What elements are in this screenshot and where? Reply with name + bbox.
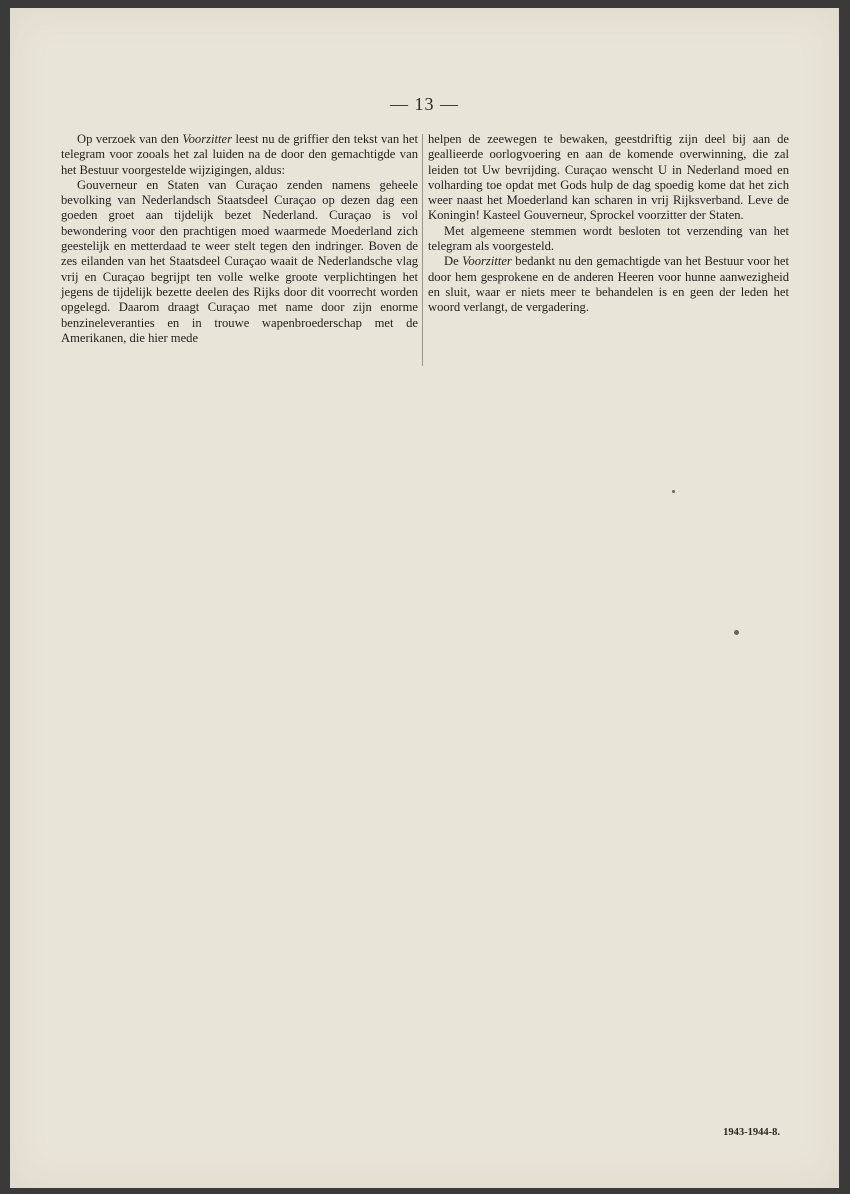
left-column [61,132,418,346]
paper-speck [734,630,739,635]
paragraph-decision: Met algemeene stemmen wordt besloten tot verzending van het telegram als voorgesteld. [428,223,789,254]
telegram-text-part2: helpen de zeewegen te bewaken, geestdriftig zijn deel bij aan de geallieerde oorlogvoering en aan de komende overwinning, die zal leiden tot Uw bevrijding. Curaçao wenscht U in Nederland moed en volharding toe opdat met Gods hulp de dag spoedig kome dat het zich weer naast het Moederland kan scharen in vrij Rijksverband. Leve de Koningin! Kasteel Gouverneur, Sprockel voorzitter der Staten. [428,132,789,223]
paragraph-intro-text-end: leest nu de griffier den tekst van het telegram voor zooals het zal luiden na de door den gemachtigde van het Bestuur voorgestelde wijzigingen, aldus: [61,132,418,177]
column-divider [422,134,423,366]
paragraph-closing-text-end: bedankt nu den gemachtigde van het Bestuur voor het door hem gesprokene en de anderen Heeren voor hunne aanwezigheid en sluit, waar er niets meer te behandelen is en geen der leden het woord verlangt, de vergadering. [428,254,789,315]
footer-code: 1943-1944-8. [723,1127,780,1138]
voorzitter-italic: Voorzitter [182,132,233,146]
page-number: — 13 — [390,94,459,114]
telegram-text-part1: Gouverneur en Staten van Curaçao zenden namens geheele bevolking van Nederlandsch Staatsdeel Curaçao op dezen dag een goeden groet aan tijdelijk bezet Nederland. Curaçao is vol bewondering voor den prachtigen moed waarmede Moederland zich geestelijk en metterdaad te weer stelt tegen den indringer. Boven de zes eilanden van het Staatsdeel Curaçao waait de Nederlandsche vlag vrij en Curaçao begrijpt ten volle welke groote verplichtingen het jegens de tijdelijk bezette deelen des Rijks door dit voorrecht worden opgelegd. Daarom draagt Curaçao met name door zijn enorme benzineleveranties en in trouwe wapenbroederschap met de Amerikanen, die hier mede [61,177,418,345]
paragraph-closing [428,254,789,315]
document-page [10,8,839,1188]
paragraph-closing-text-start: De [444,254,463,269]
voorzitter-italic-2: Voorzitter [462,254,512,269]
right-column [428,132,789,316]
paragraph-intro-text-start: Op verzoek van den [77,132,183,146]
paper-speck [672,490,675,493]
paragraph-intro [61,132,418,178]
